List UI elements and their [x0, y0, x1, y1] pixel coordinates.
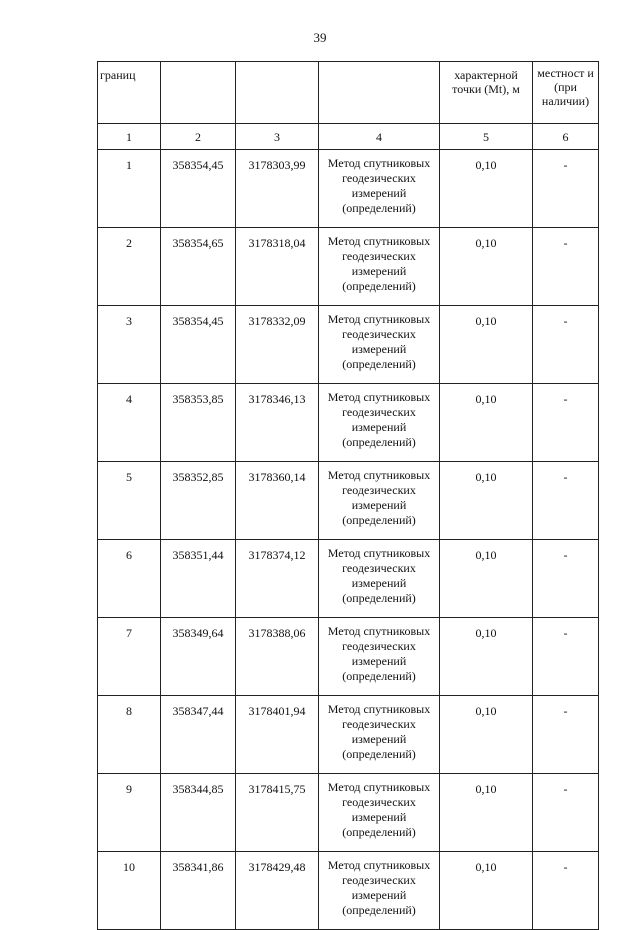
method-text-line: измерений: [351, 498, 407, 512]
point-number: 3: [98, 306, 161, 384]
accuracy-value: 0,10: [440, 774, 533, 852]
location-note: -: [533, 696, 599, 774]
table-row: [98, 774, 599, 852]
method-text-line: измерений: [351, 264, 407, 278]
coordinate-y: 3178318,04: [236, 228, 319, 306]
table-row: [98, 852, 599, 930]
method-text-line: геодезических: [342, 249, 416, 263]
header-cell-boundaries: границ: [98, 62, 161, 124]
determination-method: [319, 540, 440, 618]
method-text-line: Метод спутниковых: [327, 312, 431, 326]
location-note: -: [533, 462, 599, 540]
point-number: 7: [98, 618, 161, 696]
coordinate-x: 358354,45: [161, 306, 236, 384]
method-text-line: (определений): [342, 591, 416, 605]
method-text-line: (определений): [342, 747, 416, 761]
location-note: -: [533, 540, 599, 618]
method-text-line: Метод спутниковых: [327, 624, 431, 638]
column-number: 1: [98, 124, 161, 150]
column-number: 4: [319, 124, 440, 150]
determination-method: [319, 150, 440, 228]
coordinate-x: 358344,85: [161, 774, 236, 852]
coordinate-y: 3178388,06: [236, 618, 319, 696]
coordinate-y: 3178332,09: [236, 306, 319, 384]
table-row: [98, 228, 599, 306]
coordinate-x: 358347,44: [161, 696, 236, 774]
location-note: -: [533, 228, 599, 306]
method-text-line: измерений: [351, 420, 407, 434]
coordinate-y: 3178303,99: [236, 150, 319, 228]
method-text-line: геодезических: [342, 171, 416, 185]
location-note: -: [533, 774, 599, 852]
table-row: [98, 618, 599, 696]
location-note: -: [533, 306, 599, 384]
method-text-line: геодезических: [342, 639, 416, 653]
table-row: [98, 540, 599, 618]
table-row: [98, 306, 599, 384]
method-text-line: Метод спутниковых: [327, 156, 431, 170]
coordinate-x: 358354,65: [161, 228, 236, 306]
point-number: 8: [98, 696, 161, 774]
method-text-line: измерений: [351, 342, 407, 356]
coordinate-x: 358352,85: [161, 462, 236, 540]
method-text-line: измерений: [351, 576, 407, 590]
method-text-line: измерений: [351, 654, 407, 668]
method-text-line: геодезических: [342, 483, 416, 497]
accuracy-value: 0,10: [440, 540, 533, 618]
determination-method: [319, 228, 440, 306]
accuracy-value: 0,10: [440, 618, 533, 696]
coordinate-y: 3178429,48: [236, 852, 319, 930]
table-row: [98, 462, 599, 540]
determination-method: [319, 618, 440, 696]
table-row: [98, 150, 599, 228]
determination-method: [319, 852, 440, 930]
method-text-line: измерений: [351, 186, 407, 200]
method-text-line: Метод спутниковых: [327, 780, 431, 794]
accuracy-value: 0,10: [440, 384, 533, 462]
method-text-line: (определений): [342, 513, 416, 527]
method-text-line: (определений): [342, 435, 416, 449]
method-text-line: измерений: [351, 888, 407, 902]
location-note: -: [533, 150, 599, 228]
location-note: -: [533, 852, 599, 930]
coordinate-x: 358341,86: [161, 852, 236, 930]
coordinate-x: 358353,85: [161, 384, 236, 462]
accuracy-value: 0,10: [440, 306, 533, 384]
accuracy-value: 0,10: [440, 228, 533, 306]
column-number: 5: [440, 124, 533, 150]
accuracy-value: 0,10: [440, 150, 533, 228]
method-text-line: (определений): [342, 903, 416, 917]
coordinate-y: 3178415,75: [236, 774, 319, 852]
point-number: 5: [98, 462, 161, 540]
column-number: 6: [533, 124, 599, 150]
method-text-line: измерений: [351, 732, 407, 746]
determination-method: [319, 774, 440, 852]
method-text-line: (определений): [342, 357, 416, 371]
determination-method: [319, 384, 440, 462]
point-number: 4: [98, 384, 161, 462]
header-cell-x: [161, 62, 236, 124]
column-number: 2: [161, 124, 236, 150]
header-row: [98, 62, 599, 124]
table-row: [98, 384, 599, 462]
coordinate-y: 3178360,14: [236, 462, 319, 540]
coordinate-y: 3178401,94: [236, 696, 319, 774]
method-text-line: геодезических: [342, 795, 416, 809]
method-text-line: измерений: [351, 810, 407, 824]
method-text-line: геодезических: [342, 561, 416, 575]
accuracy-value: 0,10: [440, 462, 533, 540]
point-number: 1: [98, 150, 161, 228]
page-number: 39: [313, 30, 327, 45]
method-text-line: (определений): [342, 669, 416, 683]
method-text-line: Метод спутниковых: [327, 702, 431, 716]
coordinate-x: 358354,45: [161, 150, 236, 228]
accuracy-value: 0,10: [440, 852, 533, 930]
accuracy-value: 0,10: [440, 696, 533, 774]
header-cell-location: местност и (при наличии): [533, 62, 599, 124]
location-note: -: [533, 384, 599, 462]
coordinate-y: 3178346,13: [236, 384, 319, 462]
determination-method: [319, 696, 440, 774]
method-text-line: (определений): [342, 279, 416, 293]
determination-method: [319, 306, 440, 384]
header-cell-method: [319, 62, 440, 124]
header-cell-y: [236, 62, 319, 124]
method-text-line: Метод спутниковых: [327, 234, 431, 248]
point-number: 9: [98, 774, 161, 852]
point-number: 6: [98, 540, 161, 618]
method-text-line: Метод спутниковых: [327, 468, 431, 482]
determination-method: [319, 462, 440, 540]
method-text-line: Метод спутниковых: [327, 858, 431, 872]
table-row: [98, 696, 599, 774]
point-number: 2: [98, 228, 161, 306]
location-note: -: [533, 618, 599, 696]
method-text-line: Метод спутниковых: [327, 546, 431, 560]
method-text-line: геодезических: [342, 717, 416, 731]
method-text-line: геодезических: [342, 873, 416, 887]
coordinates-table: [97, 61, 599, 930]
column-number: 3: [236, 124, 319, 150]
point-number: 10: [98, 852, 161, 930]
coordinate-y: 3178374,12: [236, 540, 319, 618]
method-text-line: (определений): [342, 825, 416, 839]
method-text-line: (определений): [342, 201, 416, 215]
method-text-line: геодезических: [342, 405, 416, 419]
method-text-line: Метод спутниковых: [327, 390, 431, 404]
header-cell-accuracy: характерной точки (Mt), м: [440, 62, 533, 124]
coordinate-x: 358349,64: [161, 618, 236, 696]
method-text-line: геодезических: [342, 327, 416, 341]
column-number-row: [98, 124, 599, 150]
coordinate-x: 358351,44: [161, 540, 236, 618]
